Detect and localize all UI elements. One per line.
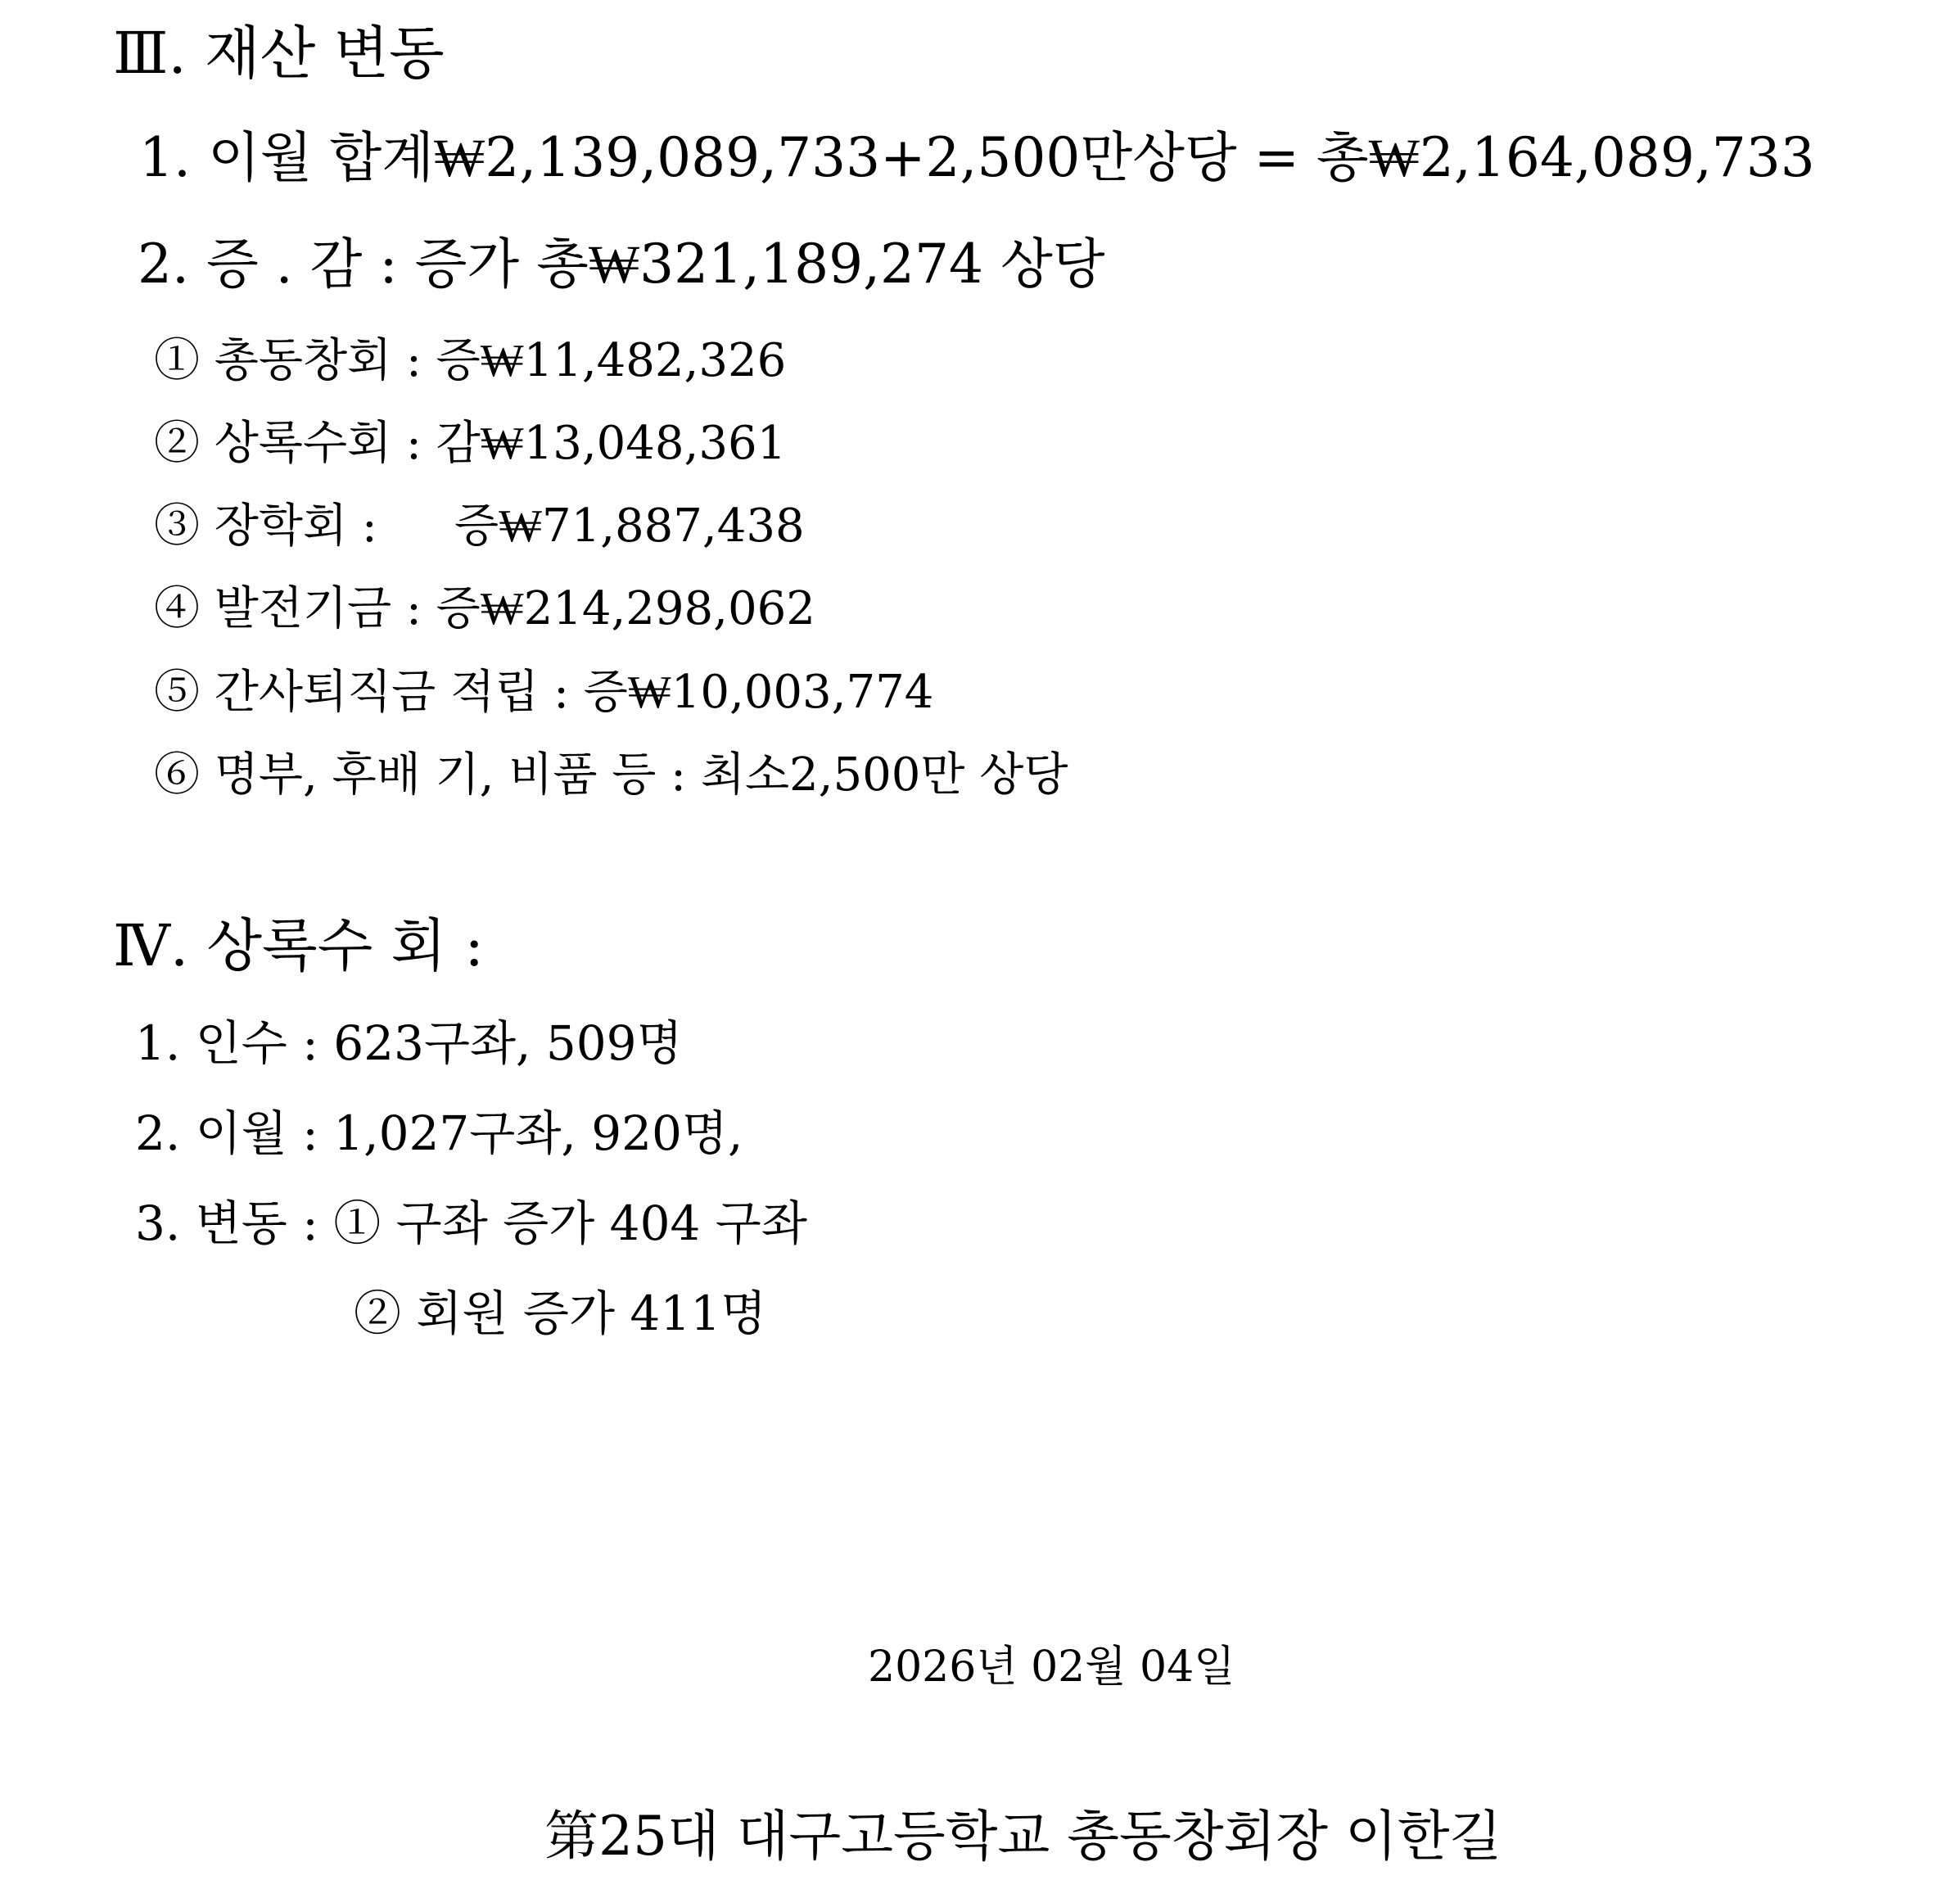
- section-3-item-1: ① 총동창회 : 증₩11,482,326: [154, 334, 787, 387]
- signature-line: 第25대 대구고등학교 총동창회장 이한길: [544, 1805, 1502, 1868]
- section-4-change-accounts: 3. 변동 : ① 구좌 증가 404 구좌: [135, 1195, 807, 1251]
- section-3-item-5: ⑤ 간사퇴직금 적립 : 증₩10,003,774: [154, 666, 934, 719]
- section-4-carryover: 2. 이월 : 1,027구좌, 920명,: [135, 1105, 743, 1161]
- section-3-item-2: ② 상록수회 : 감₩13,048,361: [154, 417, 787, 470]
- section-3-title: Ⅲ. 재산 변동: [113, 20, 445, 87]
- section-4-change-members: ② 회원 증가 411명: [354, 1286, 767, 1341]
- section-3-item-6: ⑥ 명부, 후배 기, 비품 등 : 최소2,500만 상당: [154, 748, 1068, 802]
- section-3-item-4: ④ 발전기금 : 증₩214,298,062: [154, 582, 815, 635]
- document-date: 2026년 02월 04일: [868, 1643, 1235, 1692]
- section-3-item-3-label: ③ 장학회 :: [154, 499, 377, 553]
- section-4-takeover: 1. 인수 : 623구좌, 509명: [135, 1015, 683, 1071]
- section-4-title: Ⅳ. 상록수 회 :: [113, 912, 484, 979]
- section-3-carryover-total: 1. 이월 합계₩2,139,089,733+2,500만상당 = 총₩2,164,089,733: [139, 126, 1815, 189]
- section-3-item-3-value: 증₩71,887,438: [454, 499, 805, 553]
- section-3-change-total: 2. 증 . 감 : 증가 총₩321,189,274 상당: [138, 233, 1105, 296]
